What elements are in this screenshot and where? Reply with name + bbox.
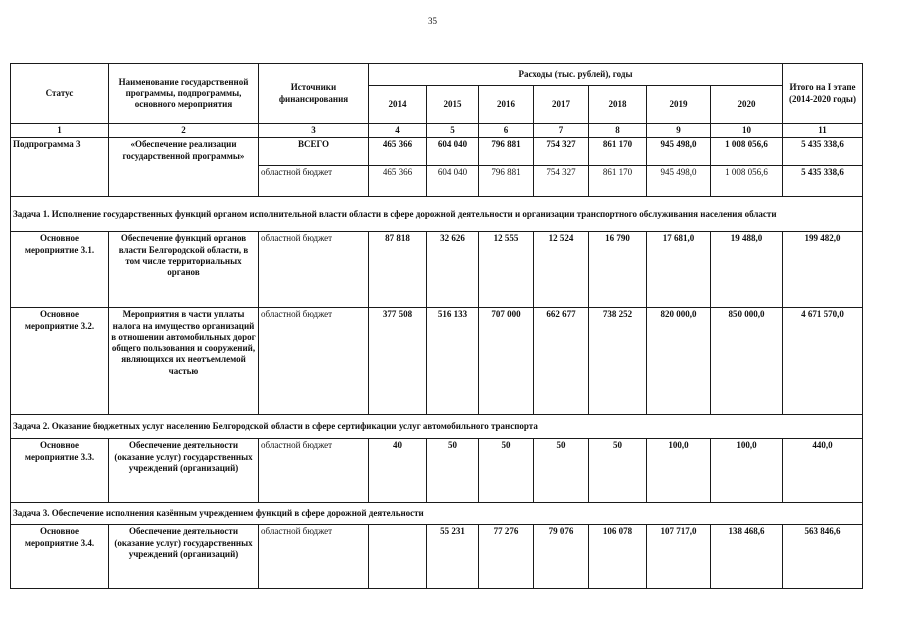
value-cell: 465 366: [369, 166, 427, 197]
source-cell: областной бюджет: [259, 308, 369, 415]
value-cell: 604 040: [427, 166, 479, 197]
task-title: Задача 3. Обеспечение исполнения казённым учреждением функций в сфере дорожной деятельности: [11, 503, 863, 525]
total-cell: 440,0: [783, 439, 863, 503]
source-cell: областной бюджет: [259, 525, 369, 589]
value-cell: 516 133: [427, 308, 479, 415]
value-cell: 50: [479, 439, 534, 503]
task-title: Задача 1. Исполнение государственных функций органом исполнительной власти области в сфере дорожной деятельности и организации транспортного обслуживания населения области: [11, 197, 863, 232]
value-cell: 707 000: [479, 308, 534, 415]
measure-row: [11, 232, 863, 308]
value-cell: 1 008 056,6: [711, 166, 783, 197]
value-cell: 77 276: [479, 525, 534, 589]
column-number: 1: [11, 124, 109, 138]
column-number: 11: [783, 124, 863, 138]
value-cell: 662 677: [534, 308, 589, 415]
total-cell: 199 482,0: [783, 232, 863, 308]
value-cell: 754 327: [534, 138, 589, 166]
header-sources: Источники финансирования: [259, 64, 369, 124]
header-status: Статус: [11, 64, 109, 124]
column-numbers-row: [11, 124, 863, 138]
value-cell: 796 881: [479, 166, 534, 197]
source-cell: ВСЕГО: [259, 138, 369, 166]
value-cell: 861 170: [589, 166, 647, 197]
page-number: 35: [428, 16, 437, 26]
header-total: Итого на I этапе (2014-2020 годы): [783, 64, 863, 124]
task-row: [11, 415, 863, 439]
source-cell: областной бюджет: [259, 232, 369, 308]
measure-status: Основное мероприятие 3.2.: [11, 308, 109, 415]
measure-name: Обеспечение деятельности (оказание услуг) государственных учреждений (организаций): [109, 439, 259, 503]
column-number: 4: [369, 124, 427, 138]
total-cell: 563 846,6: [783, 525, 863, 589]
value-cell: 32 626: [427, 232, 479, 308]
value-cell: 50: [534, 439, 589, 503]
column-number: 3: [259, 124, 369, 138]
measure-name: Мероприятия в части уплаты налога на имущество организаций в отношении автомобильных дорог общего пользования и сооружений, являющихся их неотъемлемой частью: [109, 308, 259, 415]
column-number: 5: [427, 124, 479, 138]
header-year: 2016: [479, 86, 534, 124]
value-cell: 107 717,0: [647, 525, 711, 589]
value-cell: 12 524: [534, 232, 589, 308]
task-row: [11, 197, 863, 232]
column-number: 6: [479, 124, 534, 138]
value-cell: 738 252: [589, 308, 647, 415]
header-year: 2020: [711, 86, 783, 124]
header-year: 2015: [427, 86, 479, 124]
subprogram-total-row: [11, 138, 863, 166]
header-row: [11, 64, 863, 86]
column-number: 2: [109, 124, 259, 138]
header-name: Наименование государственной программы, подпрограммы, основного мероприятия: [109, 64, 259, 124]
subprogram-name: «Обеспечение реализации государственной программы»: [109, 138, 259, 197]
budget-table: [10, 63, 863, 589]
value-cell: 40: [369, 439, 427, 503]
value-cell: [369, 525, 427, 589]
value-cell: 87 818: [369, 232, 427, 308]
column-number: 8: [589, 124, 647, 138]
value-cell: 850 000,0: [711, 308, 783, 415]
header-year: 2017: [534, 86, 589, 124]
value-cell: 861 170: [589, 138, 647, 166]
header-year: 2018: [589, 86, 647, 124]
value-cell: 50: [427, 439, 479, 503]
task-title: Задача 2. Оказание бюджетных услуг населению Белгородской области в сфере сертификации услуг автомобильного транспорта: [11, 415, 863, 439]
column-number: 10: [711, 124, 783, 138]
measure-name: Обеспечение деятельности (оказание услуг) государственных учреждений (организаций): [109, 525, 259, 589]
value-cell: 820 000,0: [647, 308, 711, 415]
total-cell: 5 435 338,6: [783, 166, 863, 197]
column-number: 7: [534, 124, 589, 138]
measure-status: Основное мероприятие 3.3.: [11, 439, 109, 503]
value-cell: 16 790: [589, 232, 647, 308]
task-row: [11, 503, 863, 525]
measure-row: [11, 439, 863, 503]
header-year: 2014: [369, 86, 427, 124]
value-cell: 100,0: [711, 439, 783, 503]
value-cell: 100,0: [647, 439, 711, 503]
value-cell: 945 498,0: [647, 166, 711, 197]
column-number: 9: [647, 124, 711, 138]
value-cell: 50: [589, 439, 647, 503]
measure-row: [11, 525, 863, 589]
value-cell: 17 681,0: [647, 232, 711, 308]
value-cell: 106 078: [589, 525, 647, 589]
value-cell: 604 040: [427, 138, 479, 166]
total-cell: 5 435 338,6: [783, 138, 863, 166]
header-year: 2019: [647, 86, 711, 124]
source-cell: областной бюджет: [259, 166, 369, 197]
value-cell: 138 468,6: [711, 525, 783, 589]
value-cell: 465 366: [369, 138, 427, 166]
value-cell: 1 008 056,6: [711, 138, 783, 166]
header-expenses: Расходы (тыс. рублей), годы: [369, 64, 783, 86]
measure-row: [11, 308, 863, 415]
measure-status: Основное мероприятие 3.1.: [11, 232, 109, 308]
value-cell: 19 488,0: [711, 232, 783, 308]
value-cell: 945 498,0: [647, 138, 711, 166]
total-cell: 4 671 570,0: [783, 308, 863, 415]
measure-status: Основное мероприятие 3.4.: [11, 525, 109, 589]
value-cell: 12 555: [479, 232, 534, 308]
value-cell: 377 508: [369, 308, 427, 415]
source-cell: областной бюджет: [259, 439, 369, 503]
measure-name: Обеспечение функций органов власти Белгородской области, в том числе территориальных органов: [109, 232, 259, 308]
value-cell: 79 076: [534, 525, 589, 589]
value-cell: 754 327: [534, 166, 589, 197]
subprogram-status: Подпрограмма 3: [11, 138, 109, 197]
value-cell: 55 231: [427, 525, 479, 589]
value-cell: 796 881: [479, 138, 534, 166]
